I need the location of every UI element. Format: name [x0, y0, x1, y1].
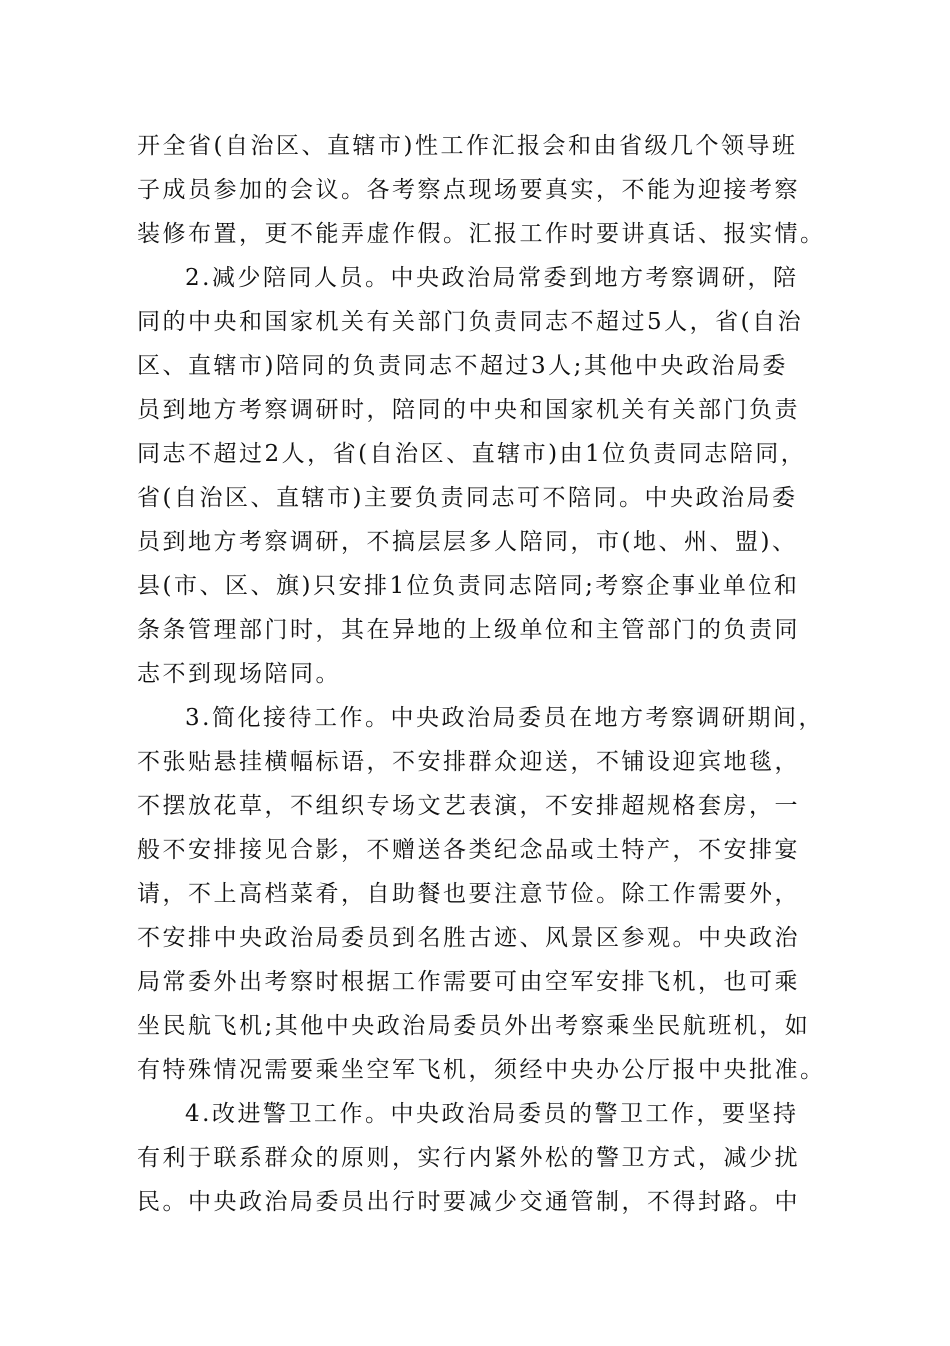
paragraph-3-first-line: 3.简化接待工作。中央政治局委员在地方考察调研期间， — [185, 705, 824, 731]
document-body — [137, 124, 837, 1224]
text-line: 同志不超过2人，省(自治区、直辖市)由1位负责同志陪同， — [137, 441, 807, 467]
text-line: 有利于联系群众的原则，实行内紧外松的警卫方式，减少扰 — [137, 1145, 800, 1171]
text-line: 开全省(自治区、直辖市)性工作汇报会和由省级几个领导班 — [137, 133, 798, 159]
text-line: 同的中央和国家机关有关部门负责同志不超过5人，省(自治 — [137, 309, 804, 335]
text-line: 省(自治区、直辖市)主要负责同志可不陪同。中央政治局委 — [137, 485, 798, 511]
text-line: 志不到现场陪同。 — [137, 661, 341, 687]
text-line: 县(市、区、旗)只安排1位负责同志陪同;考察企事业单位和 — [137, 573, 800, 599]
text-line: 坐民航飞机;其他中央政治局委员外出考察乘坐民航班机，如 — [137, 1013, 811, 1039]
text-line: 有特殊情况需要乘坐空军飞机，须经中央办公厅报中央批准。 — [137, 1057, 826, 1083]
text-line: 装修布置，更不能弄虚作假。汇报工作时要讲真话、报实情。 — [137, 221, 826, 247]
paragraph-2-first-line: 2.减少陪同人员。中央政治局常委到地方考察调研，陪 — [185, 265, 799, 291]
text-line: 请，不上高档菜肴，自助餐也要注意节俭。除工作需要外， — [137, 881, 800, 907]
text-line: 局常委外出考察时根据工作需要可由空军安排飞机，也可乘 — [137, 969, 800, 995]
text-line: 条条管理部门时，其在异地的上级单位和主管部门的负责同 — [137, 617, 800, 643]
text-line: 区、直辖市)陪同的负责同志不超过3人;其他中央政治局委 — [137, 353, 788, 379]
text-line: 员到地方考察调研时，陪同的中央和国家机关有关部门负责 — [137, 397, 800, 423]
text-line: 不张贴悬挂横幅标语，不安排群众迎送，不铺设迎宾地毯， — [137, 749, 800, 775]
text-line: 子成员参加的会议。各考察点现场要真实，不能为迎接考察 — [137, 177, 800, 203]
text-line: 般不安排接见合影，不赠送各类纪念品或土特产，不安排宴 — [137, 837, 800, 863]
text-line: 不摆放花草，不组织专场文艺表演，不安排超规格套房，一 — [137, 793, 800, 819]
paragraph-4-first-line: 4.改进警卫工作。中央政治局委员的警卫工作，要坚持 — [185, 1101, 799, 1127]
text-line: 民。中央政治局委员出行时要减少交通管制，不得封路。中 — [137, 1189, 800, 1215]
text-line: 不安排中央政治局委员到名胜古迹、风景区参观。中央政治 — [137, 925, 800, 951]
text-line: 员到地方考察调研，不搞层层多人陪同，市(地、州、盟)、 — [137, 529, 798, 555]
